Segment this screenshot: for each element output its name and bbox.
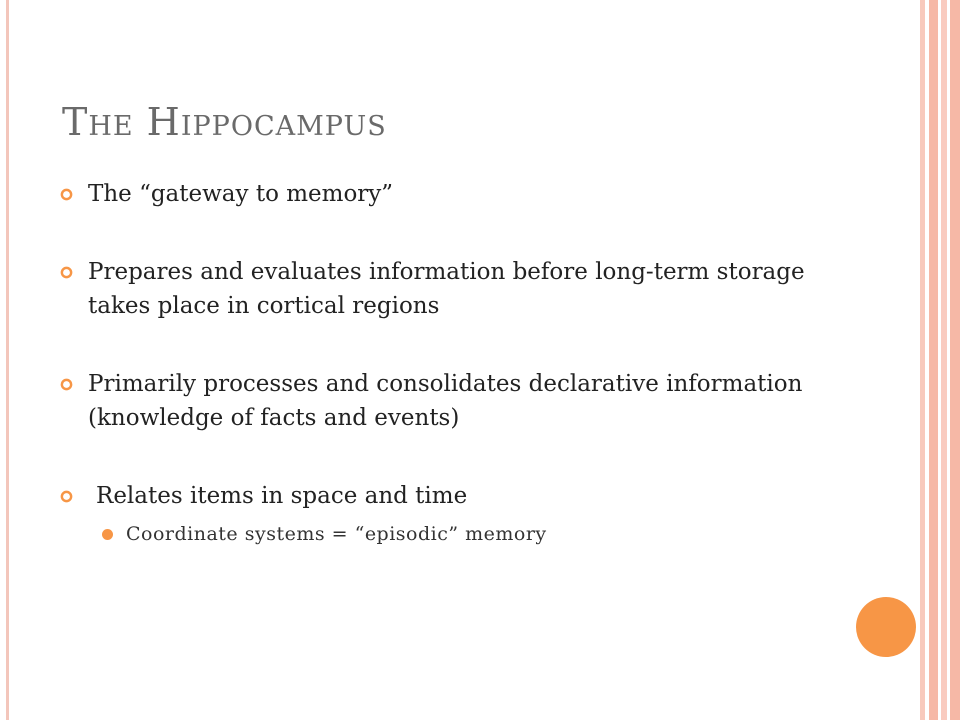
bullet-text: The “gateway to memory” (88, 181, 394, 207)
bullet-ring-icon (60, 490, 73, 503)
orange-circle-decoration (856, 597, 916, 657)
bullet-item (60, 367, 840, 435)
bullet-text: Relates items in space and time (96, 483, 468, 509)
bullet-ring-icon (60, 266, 73, 279)
sub-bullet-dot-icon (102, 529, 113, 540)
sub-bullet-item (102, 519, 840, 549)
slide-title: The Hippocampus (62, 100, 387, 144)
sub-bullet-text: Coordinate systems = “episodic” memory (126, 523, 547, 545)
left-frame-line (6, 0, 9, 720)
sub-bullet-list (102, 519, 840, 549)
bullet-text: Primarily processes and consolidates declarative information (knowledge of facts and events) (88, 371, 803, 431)
bullet-list (60, 177, 840, 549)
bullet-ring-icon (60, 378, 73, 391)
decorative-stripes (916, 0, 960, 720)
bullet-text: Prepares and evaluates information before long-term storage takes place in cortical regions (88, 259, 805, 319)
bullet-item (60, 479, 840, 549)
bullet-ring-icon (60, 188, 73, 201)
bullet-item (60, 177, 840, 211)
bullet-item (60, 255, 840, 323)
